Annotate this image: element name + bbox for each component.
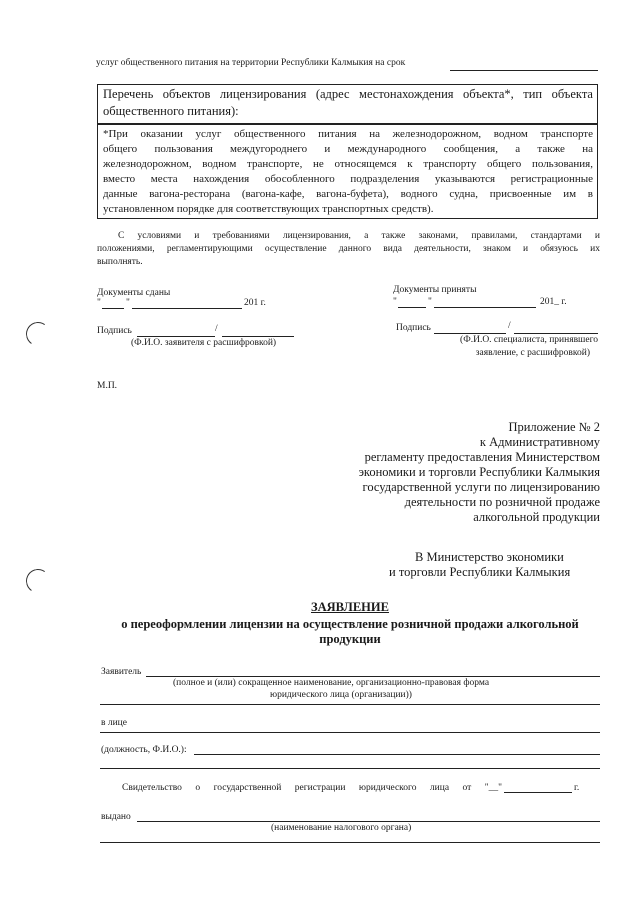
issued-field[interactable] <box>137 821 600 822</box>
docs-submitted-year: 201 г. <box>244 298 266 308</box>
addressee-line-1: В Министерство экономики <box>415 550 564 564</box>
note-line-5: данные вагона-ресторана (вагона-кафе, вагона-буфета), водного судна, присвоенные им в <box>103 188 593 200</box>
sign-right-hint-1: (Ф.И.О. специалиста, принявшего <box>460 335 598 345</box>
sign-right-slash: / <box>508 321 511 331</box>
sign-right-label: Подпись <box>396 323 431 333</box>
sign-left-field[interactable] <box>137 336 215 337</box>
appendix-line-5: государственной услуги по лицензированию <box>362 480 600 494</box>
term-field[interactable] <box>450 70 598 71</box>
sign-left-hint: (Ф.И.О. заявителя с расшифровкой) <box>131 338 277 348</box>
sign-right-hint-2: заявление, с расшифровкой) <box>475 348 590 358</box>
docs-accepted-quote-open: " <box>393 297 397 307</box>
appendix-line-2: к Административному <box>479 435 600 449</box>
applicant-field[interactable] <box>146 676 600 677</box>
applicant-field-2[interactable] <box>100 704 600 705</box>
position-label: (должность, Ф.И.О.): <box>101 745 187 755</box>
docs-accepted-label: Документы приняты <box>393 285 477 295</box>
applicant-hint-1: (полное и (или) сокращенное наименование, организационно-правовая форма <box>173 678 490 688</box>
person-label: в лице <box>101 718 127 728</box>
stamp-label: М.П. <box>97 381 118 391</box>
issued-field-2[interactable] <box>100 842 600 843</box>
position-field[interactable] <box>194 754 600 755</box>
note-line-3: железнодорожном, водном транспорте, не относящемся к транспорту общего пользования, <box>103 158 593 170</box>
position-field-2[interactable] <box>100 768 600 769</box>
addressee-line-2: и торговли Республики Калмыкия <box>389 565 571 579</box>
appendix-line-6: деятельности по розничной продаже <box>404 495 600 509</box>
appendix-line-4: экономики и торговли Республики Калмыкия <box>358 465 600 479</box>
issued-label: выдано <box>101 812 131 822</box>
appendix-line-1: Приложение № 2 <box>508 420 600 434</box>
sign-right-field[interactable] <box>434 333 506 334</box>
note-line-2: общего пользования междугороднего и международного сообщения, а также на <box>103 143 593 155</box>
note-line-6: установленном порядке для соответствующих транспортных средств). <box>103 203 434 215</box>
conditions-line-2: положениями, регламентирующими осуществление данного вида деятельности, знаком и обязуюсь их <box>97 244 600 254</box>
docs-accepted-quote-mid: " <box>428 297 432 307</box>
docs-submitted-month-field[interactable] <box>132 308 242 309</box>
subtitle-line-1: о переоформлении лицензии на осуществление розничной продажи алкогольной <box>121 617 579 631</box>
appendix-line-3: регламенту предоставления Министерством <box>364 450 600 464</box>
docs-accepted-year: 201_ г. <box>540 297 567 307</box>
applicant-hint-2: юридического лица (организации)) <box>270 690 412 700</box>
conditions-line-1: С условиями и требованиями лицензирования, а также законами, правилами, стандартами и <box>118 231 600 241</box>
docs-submitted-label: Документы сданы <box>97 288 171 298</box>
applicant-label: Заявитель <box>101 667 142 677</box>
docs-submitted-day-field[interactable] <box>102 308 124 309</box>
note-line-1: *При оказании услуг общественного питания на железнодорожном, водном транспорте <box>103 128 593 140</box>
punch-hole-mark-top <box>24 320 52 348</box>
conditions-line-3: выполнять. <box>97 257 143 267</box>
sign-left-name-field[interactable] <box>222 336 294 337</box>
appendix-line-7: алкогольной продукции <box>473 510 600 524</box>
subtitle-line-2: продукции <box>319 632 381 646</box>
top-line-text: услуг общественного питания на территории Республики Калмыкия на срок <box>96 58 406 68</box>
sign-left-label: Подпись <box>97 326 132 336</box>
note-line-4: вместо места нахождения обособленного подразделения указываются регистрационные <box>103 173 593 185</box>
issued-hint: (наименование налогового органа) <box>271 823 412 833</box>
sign-left-slash: / <box>215 324 218 334</box>
sign-right-name-field[interactable] <box>514 333 598 334</box>
person-field[interactable] <box>100 732 600 733</box>
docs-accepted-day-field[interactable] <box>398 307 426 308</box>
objects-line-1: Перечень объектов лицензирования (адрес местонахождения объекта*, тип объекта <box>103 87 593 101</box>
punch-hole-mark-bottom <box>24 567 52 595</box>
certificate-year: г. <box>574 783 580 793</box>
certificate-text: Свидетельство о государственной регистрации юридического лица от "__" <box>122 783 502 793</box>
objects-line-2: общественного питания): <box>103 104 239 118</box>
page-title: ЗАЯВЛЕНИЕ <box>311 600 389 614</box>
docs-submitted-quote-mid: " <box>126 298 130 308</box>
docs-submitted-quote-open: " <box>97 298 101 308</box>
certificate-date-field[interactable] <box>504 792 572 793</box>
docs-accepted-month-field[interactable] <box>434 307 536 308</box>
